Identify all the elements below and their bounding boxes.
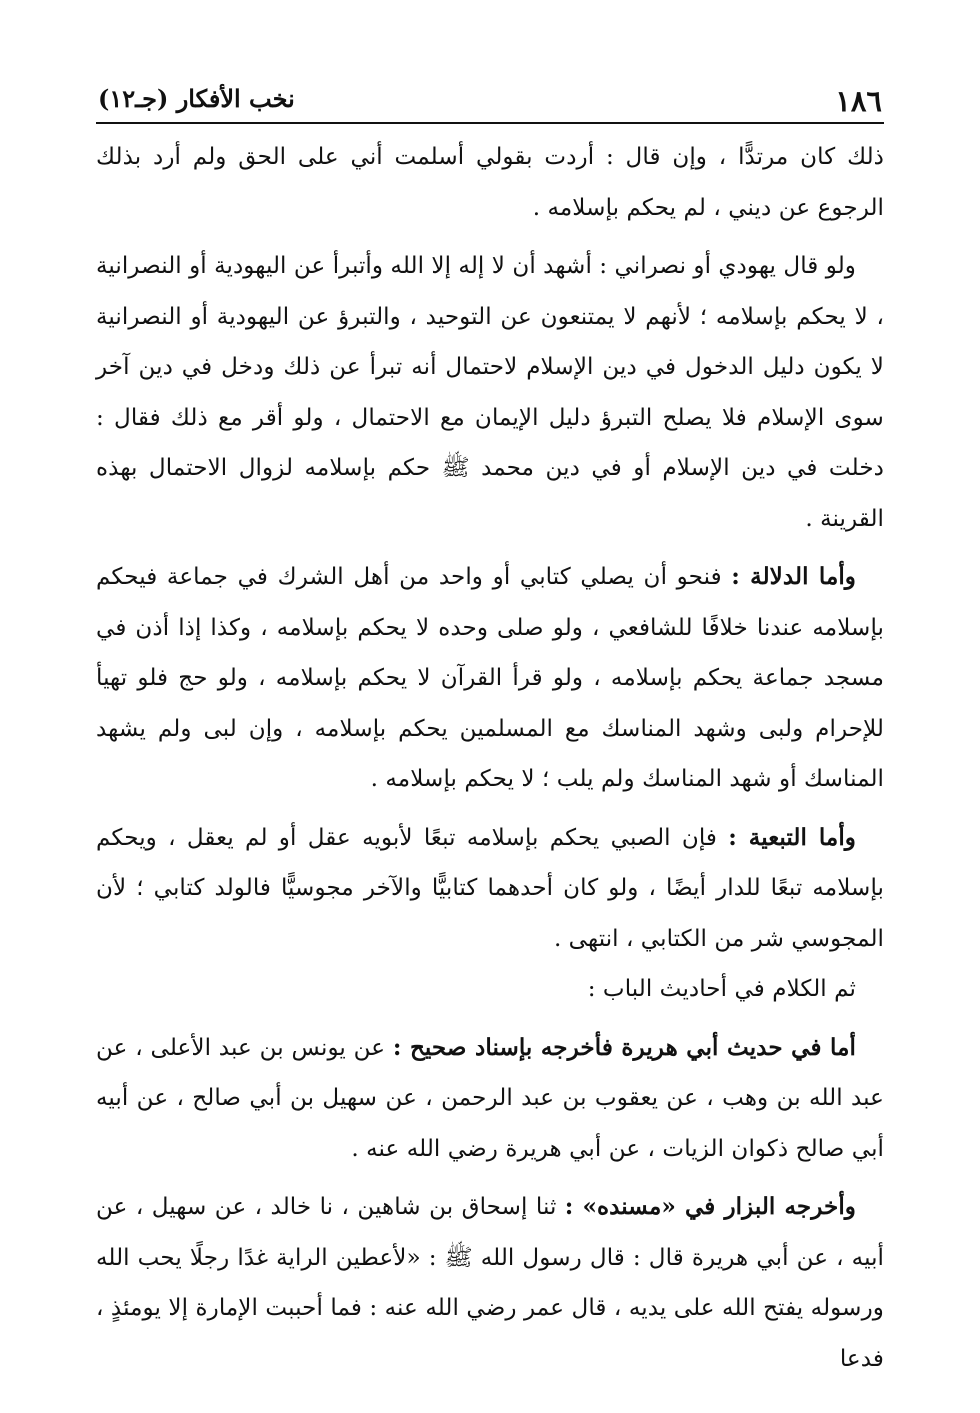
book-title: نخب الأفكار (جـ١٢)	[98, 84, 295, 113]
paragraph	[96, 132, 884, 233]
body-text	[96, 132, 884, 1384]
paragraph-lead: أما في حديث أبي هريرة فأخرجه بإسناد صحيح :	[392, 1033, 856, 1061]
paragraph-text: ثنا إسحاق بن شاهين ، نا خالد ، عن سهيل ، عن أبيه ، عن أبي هريرة قال : قال رسول الله ﷺ : «لأعطين الراية غدًا رجلًا يحب الله ورسوله يفتح الله على يديه ، قال عمر رضي الله عنه : فما أحببت الإمارة إلا يومئذٍ ، فدعا	[96, 1193, 884, 1372]
paragraph-lead: وأما الدلالة :	[731, 563, 856, 590]
paragraph-lead: وأما التبعية :	[728, 823, 856, 851]
paragraph-text: ولو قال يهودي أو نصراني : أشهد أن لا إله إلا الله وأتبرأ عن اليهودية أو النصرانية ، لا يحكم بإسلامه ؛ لأنهم لا يمتنعون عن التوحيد ، والتبرؤ عن اليهودية أو النصرانية لا يكون دليل الدخول في دين الإسلام لاحتمال أنه تبرأ عن ذلك ودخل في دين آخر سوى الإسلام فلا يصلح التبرؤ دليل الإيمان مع الاحتمال ، ولو أقر مع ذلك فقال : دخلت في دين الإسلام أو في دين محمد ﷺ حكم بإسلامه لزوال الاحتمال بهذه القرينة .	[95, 252, 884, 532]
paragraph	[96, 241, 884, 544]
paragraph	[96, 552, 884, 805]
paragraph-lead: وأخرجه البزار في «مسنده» :	[564, 1193, 857, 1220]
paragraph	[96, 964, 884, 1015]
paragraph-text: ذلك كان مرتدًّا ، وإن قال : أردت بقولي أسلمت أني على الحق ولم أرد بذلك الرجوع عن ديني ، لم يحكم بإسلامه .	[96, 143, 884, 221]
page-number: ١٨٦	[835, 84, 882, 118]
paragraph	[96, 1182, 884, 1384]
paragraph	[96, 1023, 884, 1175]
paragraph	[96, 813, 884, 965]
paragraph-text: ثم الكلام في أحاديث الباب :	[587, 975, 856, 1002]
paragraph-text: عن يونس بن عبد الأعلى ، عن عبد الله بن وهب ، عن يعقوب بن عبد الرحمن ، عن سهيل بن أبي صالح ، عن أبيه أبي صالح ذكوان الزيات ، عن أبي هريرة رضي الله عنه .	[96, 1033, 884, 1162]
book-page	[96, 78, 884, 1383]
paragraph-text: فنحو أن يصلي كتابي أو واحد من أهل الشرك في جماعة فيحكم بإسلامه عندنا خلافًا للشافعي ، ولو صلى وحده لا يحكم بإسلامه ، وكذا إذا أذن في مسجد جماعة يحكم بإسلامه ، ولو قرأ القرآن لا يحكم بإسلامه ، ولو حج فلو تهيأ للإحرام ولبى وشهد المناسك مع المسلمين يحكم بإسلامه ، وإن لبى ولم يشهد المناسك أو شهد المناسك ولم يلب ؛ لا يحكم بإسلامه .	[96, 563, 884, 792]
paragraph-text: فإن الصبي يحكم بإسلامه تبعًا لأبويه عقل أو لم يعقل ، ويحكم بإسلامه تبعًا للدار أيضًا ، ولو كان أحدهما كتابيًّا والآخر مجوسيًّا فالولد كتابي ؛ لأن المجوسي شر من الكتابي ، انتهى .	[96, 823, 884, 952]
running-header	[96, 78, 884, 124]
